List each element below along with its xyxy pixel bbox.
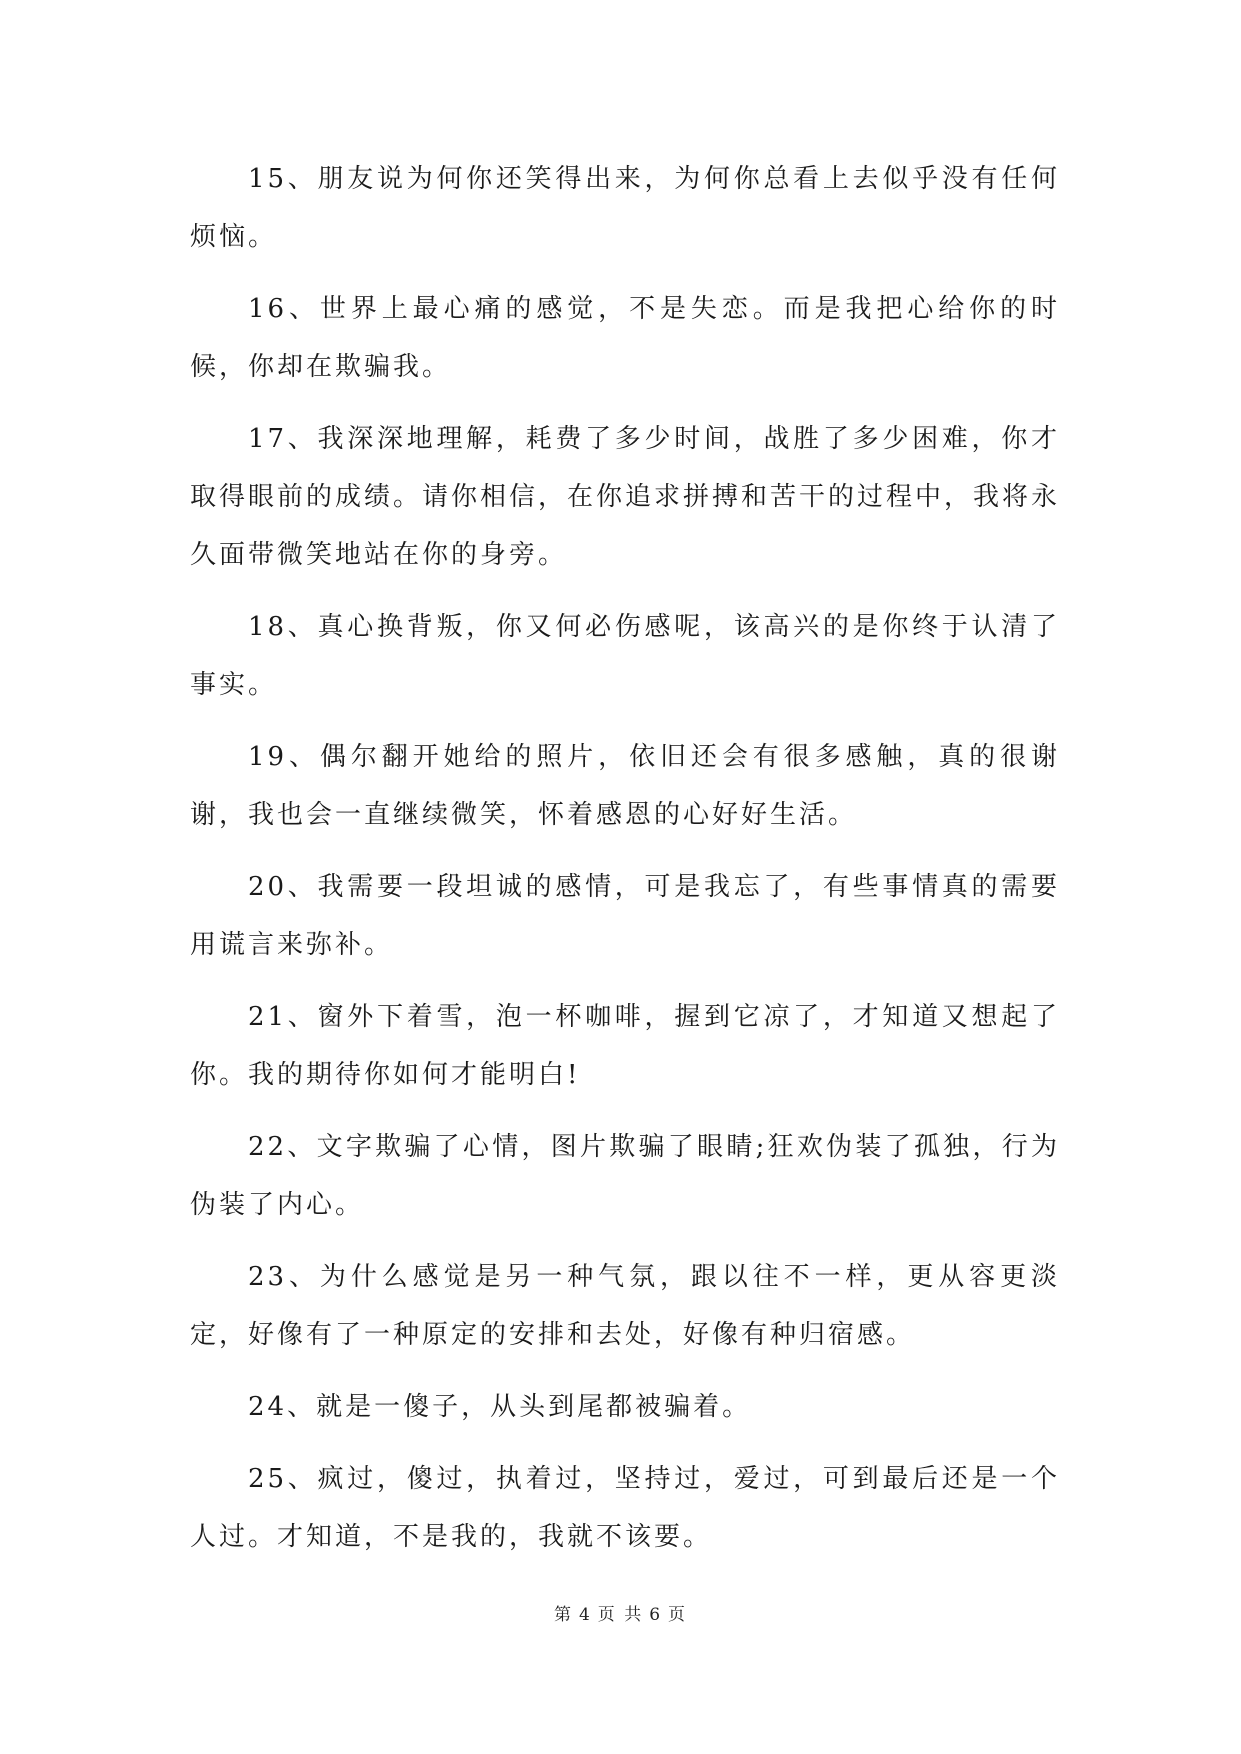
paragraph-24: 24、就是一傻子，从头到尾都被骗着。 bbox=[248, 1392, 752, 1422]
footer-suffix: 页 bbox=[668, 1605, 688, 1625]
footer-total-pages: 6 bbox=[649, 1605, 663, 1625]
document-body bbox=[190, 150, 1060, 1580]
paragraph-25: 25、疯过，傻过，执着过，坚持过，爱过，可到最后还是一个人过。才知道，不是我的，我就不该要。 bbox=[190, 1464, 1060, 1552]
paragraph-17: 17、我深深地理解，耗费了多少时间，战胜了多少困难，你才取得眼前的成绩。请你相信，在你追求拼搏和苦干的过程中，我将永久面带微笑地站在你的身旁。 bbox=[190, 424, 1061, 570]
paragraph-15: 15、朋友说为何你还笑得出来，为何你总看上去似乎没有任何烦恼。 bbox=[190, 164, 1060, 252]
paragraph-23: 23、为什么感觉是另一种气氛，跟以往不一样，更从容更淡定，好像有了一种原定的安排和去处，好像有种归宿感。 bbox=[190, 1262, 1060, 1350]
paragraph-19: 19、偶尔翻开她给的照片，依旧还会有很多感触，真的很谢谢，我也会一直继续微笑，怀着感恩的心好好生活。 bbox=[190, 742, 1060, 830]
paragraph-22: 22、文字欺骗了心情，图片欺骗了眼睛;狂欢伪装了孤独，行为伪装了内心。 bbox=[190, 1132, 1060, 1220]
paragraph-20: 20、我需要一段坦诚的感情，可是我忘了，有些事情真的需要用谎言来弥补。 bbox=[190, 872, 1060, 960]
paragraph-21: 21、窗外下着雪，泡一杯咖啡，握到它凉了，才知道又想起了你。我的期待你如何才能明白! bbox=[190, 1002, 1060, 1090]
footer-middle: 页 共 bbox=[597, 1605, 644, 1625]
footer-current-page: 4 bbox=[578, 1605, 592, 1625]
paragraph-18: 18、真心换背叛，你又何必伤感呢，该高兴的是你终于认清了事实。 bbox=[190, 612, 1060, 700]
paragraph-16: 16、世界上最心痛的感觉，不是失恋。而是我把心给你的时候，你却在欺骗我。 bbox=[190, 294, 1060, 382]
footer-prefix: 第 bbox=[553, 1605, 573, 1625]
page-footer bbox=[0, 1600, 1241, 1625]
